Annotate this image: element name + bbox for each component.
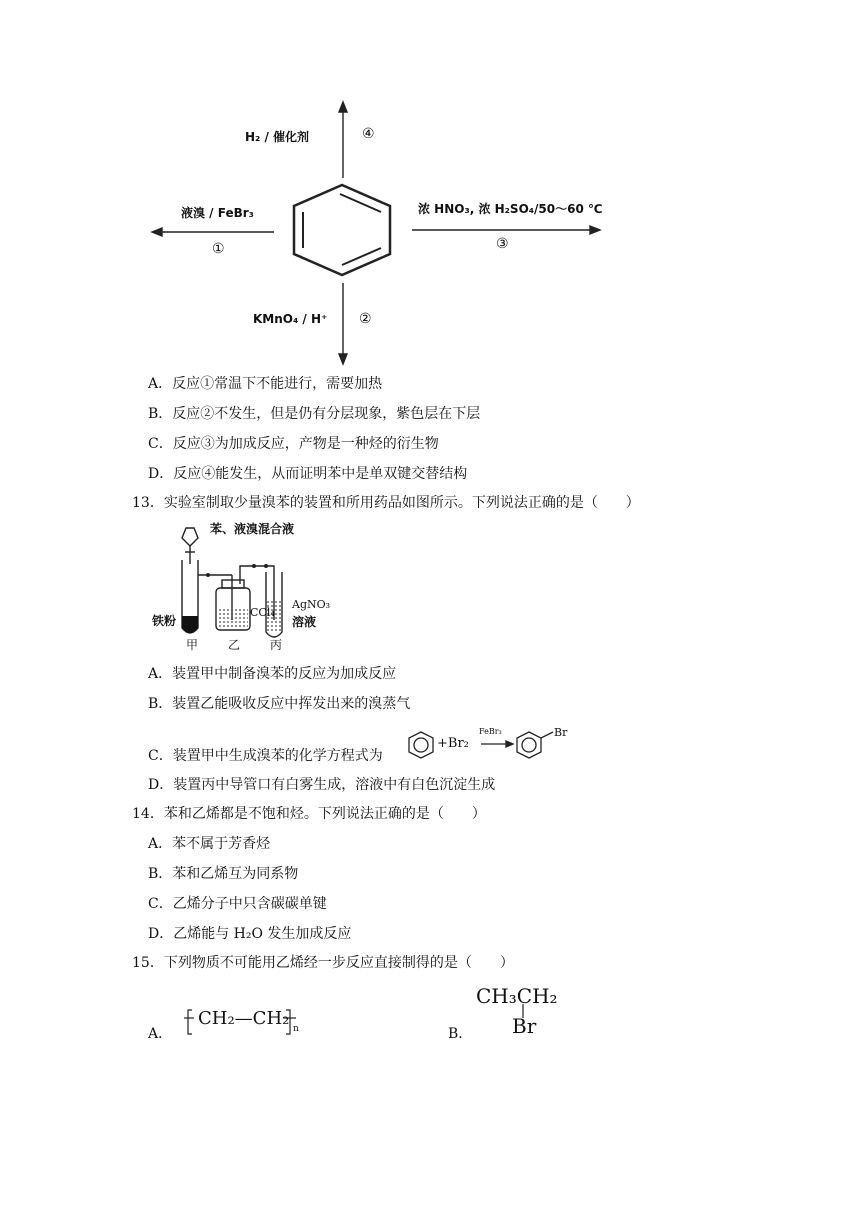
benzene-reactant — [409, 732, 433, 758]
q15-option-a-label: A． — [148, 1026, 173, 1042]
q14-option-d: D．乙烯能与 H₂O 发生加成反应 — [148, 926, 352, 942]
iron-powder-label: 铁粉 — [152, 614, 177, 628]
q13-option-c: C．装置甲中生成溴苯的化学方程式为 — [148, 748, 383, 764]
benzene-product-ring — [522, 738, 536, 752]
funnel-bulb — [182, 528, 198, 546]
solution-label: 溶液 — [292, 615, 317, 629]
q13-stem: 13．实验室制取少量溴苯的装置和所用药品如图所示。下列说法正确的是（ ） — [132, 495, 640, 511]
benzene-reactant-ring — [414, 738, 428, 752]
iron-powder-fill — [182, 616, 198, 633]
apparatus-svg — [150, 520, 330, 655]
q12-option-a: A．反应①常温下不能进行，需要加热 — [148, 376, 383, 392]
label-bing: 丙 — [270, 638, 283, 652]
bromoethane-bottom: Br — [512, 1014, 537, 1038]
bottom-reagent-label: KMnO₄ / H⁺ — [253, 312, 328, 326]
right-reagent-label: 浓 HNO₃, 浓 H₂SO₄/50～60 ℃ — [418, 202, 603, 216]
top-reaction-number: ④ — [362, 126, 375, 142]
diagram-svg — [0, 0, 860, 380]
top-reagent-label: H₂ / 催化剂 — [245, 130, 310, 144]
q15-option-b-label: B． — [448, 1026, 473, 1042]
left-bracket — [188, 1010, 192, 1034]
q15-stem: 15．下列物质不可能用乙烯经一步反应直接制得的是（ ） — [132, 955, 514, 971]
bromoethane-top: CH₃CH₂ — [476, 984, 558, 1008]
arrow-right-head — [590, 226, 600, 234]
bottom-reaction-number: ② — [359, 311, 372, 327]
br-bond — [541, 732, 553, 738]
q14-option-a: A．苯不属于芳香烃 — [148, 836, 271, 852]
q13-option-d: D．装置丙中导管口有白雾生成，溶液中有白色沉淀生成 — [148, 777, 496, 793]
arrow-down-head — [339, 354, 347, 364]
q12-option-b: B．反应②不发生，但是仍有分层现象，紫色层在下层 — [148, 406, 481, 422]
q12-option-c: C．反应③为加成反应，产物是一种烃的衍生物 — [148, 436, 439, 452]
ccl4-liquid — [218, 608, 248, 628]
ccl4-label: CCl₄ — [250, 606, 275, 619]
arrow-up-head — [339, 102, 347, 112]
q13-option-b: B．装置乙能吸收反应中挥发出来的溴蒸气 — [148, 696, 411, 712]
mixture-label: 苯、液溴混合液 — [210, 522, 295, 536]
q12-option-d: D．反应④能发生，从而证明苯中是单双键交替结构 — [148, 466, 468, 482]
benzene-product — [517, 732, 541, 758]
q14-option-c: C．乙烯分子中只含碳碳单键 — [148, 896, 327, 912]
right-reaction-number: ③ — [496, 236, 509, 252]
arrow-left-head — [152, 228, 162, 236]
label-yi: 乙 — [228, 638, 241, 652]
left-reaction-number: ① — [212, 241, 225, 257]
agno3-label: AgNO₃ — [292, 598, 331, 611]
reaction-arrow-head — [506, 741, 513, 747]
q14-stem: 14．苯和乙烯都是不饱和烃。下列说法正确的是（ ） — [132, 806, 486, 822]
benzene-ring — [294, 185, 390, 275]
q14-option-b: B．苯和乙烯互为同系物 — [148, 866, 299, 882]
catalyst-label: FeBr₃ — [479, 727, 502, 736]
plus-br2: +Br₂ — [437, 736, 469, 751]
q13-option-a: A．装置甲中制备溴苯的反应为加成反应 — [148, 666, 397, 682]
polymer-subscript: n — [293, 1024, 299, 1034]
polymer-formula: CH₂—CH₂ — [198, 1008, 290, 1029]
label-jia: 甲 — [186, 638, 199, 652]
left-reagent-label: 液溴 / FeBr₃ — [181, 206, 254, 220]
product-br: Br — [554, 726, 568, 739]
